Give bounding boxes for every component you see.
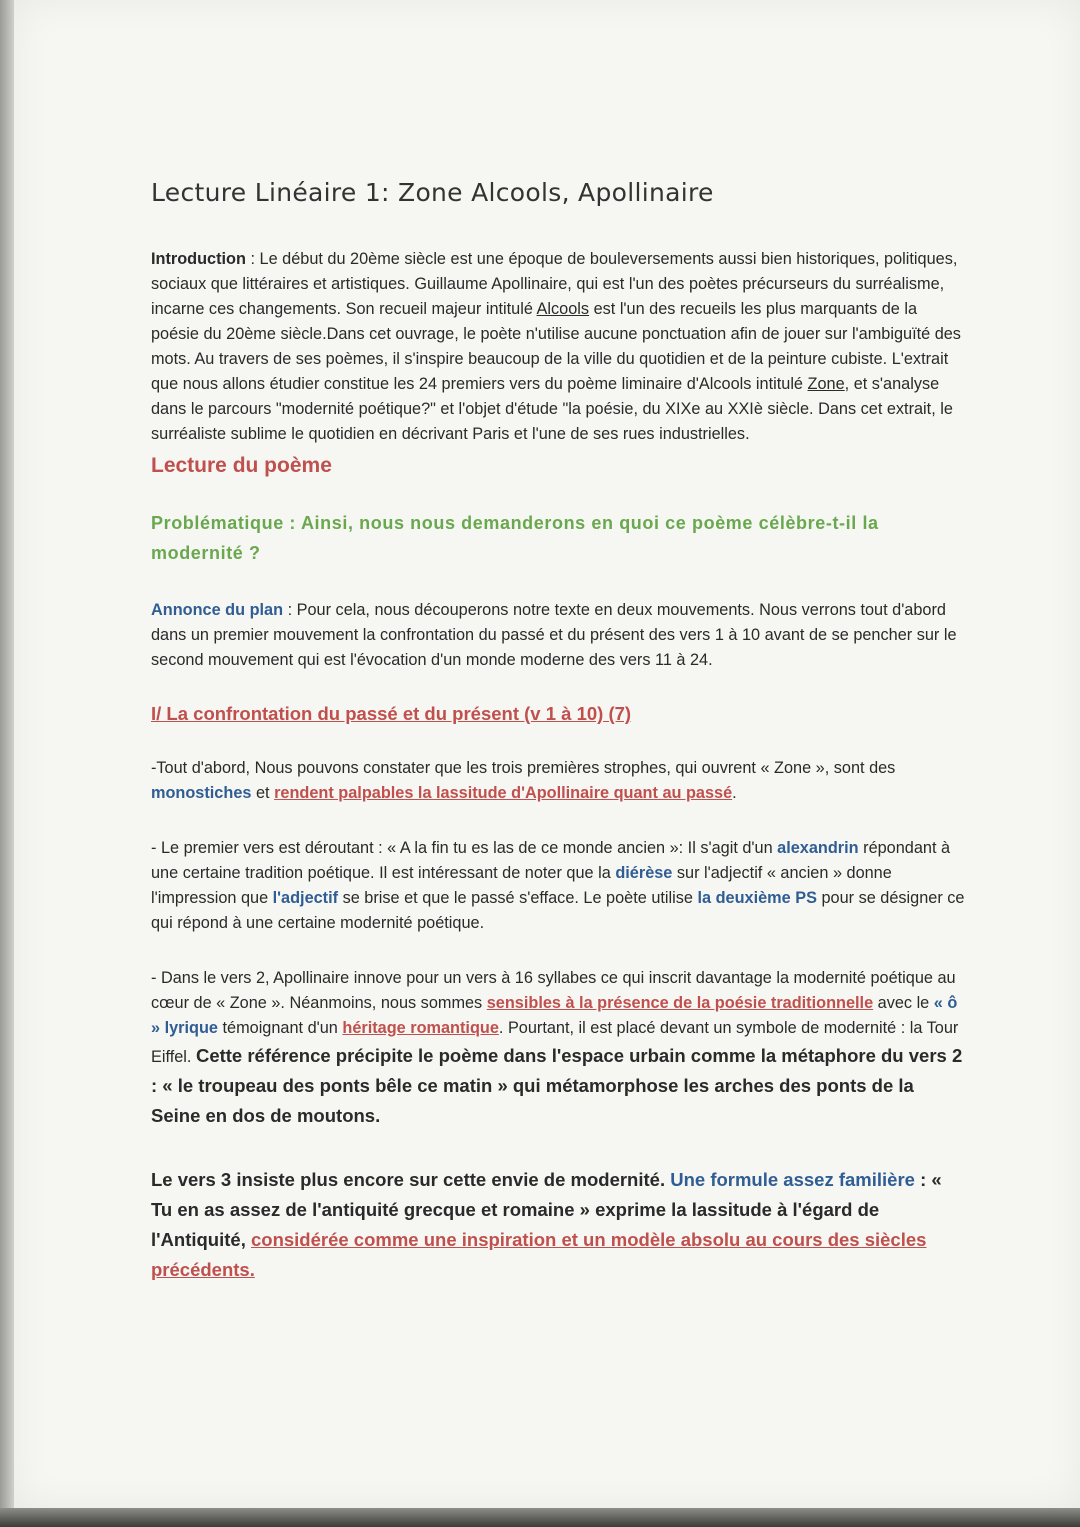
p2-highlight-adjectif: l'adjectif [272,889,339,907]
intro-text-1: : Le début du 20ème siècle est une époque de bouleversements aussi bien historiques, politiques, sociaux que littéraires et artistiques. Guillaume Apollinaire, qui est l'un des poètes précurseurs du surréalisme, incarne ces changements. Son recueil majeur intitulé [151,250,958,318]
p3-highlight-tradition: sensibles à la présence de la poésie traditionnelle [486,994,874,1012]
p2-text-g: se brise et que le passé s'efface. Le poète utilise [338,889,698,907]
p3-text-a: - Dans le vers 2, Apollinaire innove pour un vers à 16 syllabes ce qui inscrit davantage la modernité poétique au cœur de « Zone ». Néanmoins, nous sommes [151,969,956,1012]
plan-paragraph [151,598,966,673]
alcools-title: Alcools [536,300,590,318]
p4-highlight-formule: Une formule assez familière [670,1169,915,1190]
p2-text-e: sur l'adjectif « ancien » donne l'impression que [151,864,892,907]
p2-text-i: pour se désigner ce qui répond à une certaine modernité poétique. [151,889,965,932]
scan-bottom-edge [0,1508,1080,1527]
introduction-paragraph [151,247,966,447]
p2-highlight-dierese: diérèse [615,864,673,882]
lecture-heading: Lecture du poème [151,454,332,477]
p4-text-a: Le vers 3 insiste plus encore sur cette envie de modernité. [151,1169,671,1190]
plan-label: Annonce du plan [151,601,284,619]
intro-text-2: est l'un des recueils les plus marquants de la poésie du 20ème siècle.Dans cet ouvrage, le poète n'utilise aucune ponctuation afin de jouer sur l'ambiguïté des mots. Au travers de ses poèmes, il s'inspire beaucoup de la ville du quotidien et de la peinture cubiste. L'extrait que nous allons étudier constitue les 24 premiers vers du poème liminaire d'Alcools intitulé [151,300,961,393]
p1-text-c: et [251,784,275,802]
p4-text-c: : « Tu en as assez de l'antiquité grecque et romaine » exprime la lassitude à l'égard de l'Antiquité, [151,1169,942,1250]
paragraph-vers-3 [151,1165,966,1285]
p3-text-g: . Pourtant, il est placé devant un symbole de modernité : la Tour Eiffel. [151,1019,959,1066]
p3-highlight-heritage: héritage romantique [342,1019,499,1037]
p1-highlight-monostiches: monostiches [151,784,252,802]
page-edge-shadow [0,0,14,1508]
zone-title: Zone [807,375,845,393]
p1-highlight-lassitude: rendent palpables la lassitude d'Apollinaire quant au passé [274,784,733,802]
part-one-heading: I/ La confrontation du passé et du présent (v 1 à 10) (7) [151,703,632,724]
p3-text-e: témoignant d'un [217,1019,343,1037]
p3-highlight-o-lyrique: « ô » lyrique [151,994,958,1037]
introduction-label: Introduction [151,250,246,268]
p1-text-e: . [732,784,737,802]
paragraph-vers-2 [151,966,966,1131]
document-body [151,178,966,1285]
p2-highlight-alexandrin: alexandrin [777,839,859,857]
plan-text: : Pour cela, nous découperons notre texte en deux mouvements. Nous verrons tout d'abord dans un premier mouvement la confrontation du passé et du présent des vers 1 à 10 avant de se pencher sur le second mouvement qui est l'évocation d'un monde moderne des vers 11 à 24. [151,601,957,669]
p3-text-c: avec le [873,994,934,1012]
intro-text-3: , et s'analyse dans le parcours "modernité poétique?" et l'objet d'étude "la poésie, du XIXe au XXIè siècle. Dans cet extrait, le surréaliste sublime le quotidien en décrivant Paris et l'une de ses rues industrielles. [151,375,953,443]
p1-text-a: -Tout d'abord, Nous pouvons constater que les trois premières strophes, qui ouvrent « Zone », sont des [151,759,896,777]
paragraph-premier-vers [151,836,966,936]
p4-highlight-modele: considérée comme une inspiration et un modèle absolu au cours des siècles précédents. [151,1229,927,1280]
p2-text-c: répondant à une certaine tradition poétique. Il est intéressant de noter que la [151,839,951,882]
p2-text-a: - Le premier vers est déroutant : « A la fin tu es las de ce monde ancien »: Il s'agit d'un [151,839,778,857]
p2-highlight-ps: la deuxième PS [697,889,817,907]
paragraph-monostiches [151,756,966,806]
p3-bold-reference: Cette référence précipite le poème dans l'espace urbain comme la métaphore du vers 2 : « le troupeau des ponts bêle ce matin » qui métamorphose les arches des ponts de la Seine en dos de moutons. [151,1045,963,1126]
problematique: Problématique : Ainsi, nous nous demanderons en quoi ce poème célèbre-t-il la modernité ? [151,513,879,563]
document-title: Lecture Linéaire 1: Zone Alcools, Apollinaire [151,178,714,207]
